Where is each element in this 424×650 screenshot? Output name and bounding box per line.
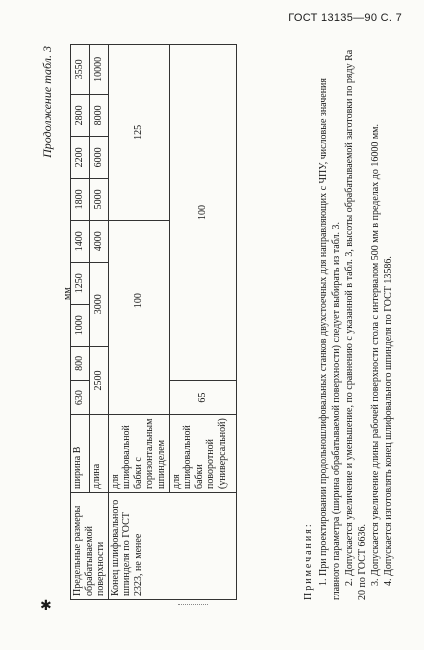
note-item: 3. Допускается увеличение длины рабочей поверхности стола с интервалом 500 мм в пределах до 16000 мм. bbox=[370, 124, 381, 586]
length-value: 6000 bbox=[89, 136, 108, 178]
spindle-horizontal-label: для шлифовальной бабки с горизонтальным шпинделем bbox=[108, 415, 169, 493]
spindle-vertical-value-100: 100 bbox=[169, 45, 236, 381]
length-value: 10000 bbox=[89, 45, 108, 95]
width-value: 800 bbox=[71, 346, 90, 380]
length-value: 2500 bbox=[89, 346, 108, 414]
page-header: ГОСТ 13135—90 С. 7 bbox=[288, 12, 402, 24]
width-value: 1250 bbox=[71, 262, 90, 304]
width-value: 630 bbox=[71, 380, 90, 414]
length-value: 3000 bbox=[89, 262, 108, 346]
width-value: 2200 bbox=[71, 136, 90, 178]
note-item: 1. При проектировании продольношлифовальных станков двухстоечных для направляющих с ЧПУ, числовые значения главного параметра (ширина обрабатываемой поверхности) следует выбирать из табл. 3. bbox=[318, 78, 342, 600]
spindle-horizontal-value-125: 125 bbox=[108, 45, 169, 221]
note-item: 4. Допускается изготовлять конец шлифовального шпинделя по ГОСТ 13586. bbox=[383, 256, 394, 586]
spindle-vertical-value-65: 65 bbox=[169, 380, 236, 414]
row-label-main: Предельные размеры обрабатываемой поверхности bbox=[71, 493, 109, 600]
table-continuation-caption: Продолжение табл. 3 bbox=[40, 46, 54, 158]
scan-artifact bbox=[178, 604, 208, 606]
margin-mark: ✱ bbox=[40, 599, 52, 614]
notes-title: Примечания: bbox=[303, 522, 314, 600]
width-value: 1800 bbox=[71, 178, 90, 220]
width-value: 1000 bbox=[71, 304, 90, 346]
unit-label: мм bbox=[62, 287, 73, 300]
spindle-vertical-label: для шлифовальной бабки поворотной (универсальной) bbox=[169, 415, 236, 493]
rotated-page-content bbox=[40, 40, 410, 600]
length-value: 8000 bbox=[89, 94, 108, 136]
dimensions-table bbox=[70, 44, 237, 600]
width-value: 3550 bbox=[71, 45, 90, 95]
note-item: 2. Допускается увеличение и уменьшение, по сравнению с указанной в табл. 3, высоты обрабатываемой заготовки по ряду Ra 20 по ГОСТ 6636. bbox=[344, 49, 368, 600]
length-value: 5000 bbox=[89, 178, 108, 220]
length-value: 4000 bbox=[89, 220, 108, 262]
width-value: 2800 bbox=[71, 94, 90, 136]
width-value: 1400 bbox=[71, 220, 90, 262]
spindle-end-label: Конец шлифовального шпинделя по ГОСТ 2323, не менее bbox=[108, 493, 236, 600]
notes-block bbox=[302, 44, 395, 600]
width-label: ширина B bbox=[71, 415, 90, 493]
spindle-horizontal-value-100: 100 bbox=[108, 220, 169, 380]
length-label: длина bbox=[89, 415, 108, 493]
